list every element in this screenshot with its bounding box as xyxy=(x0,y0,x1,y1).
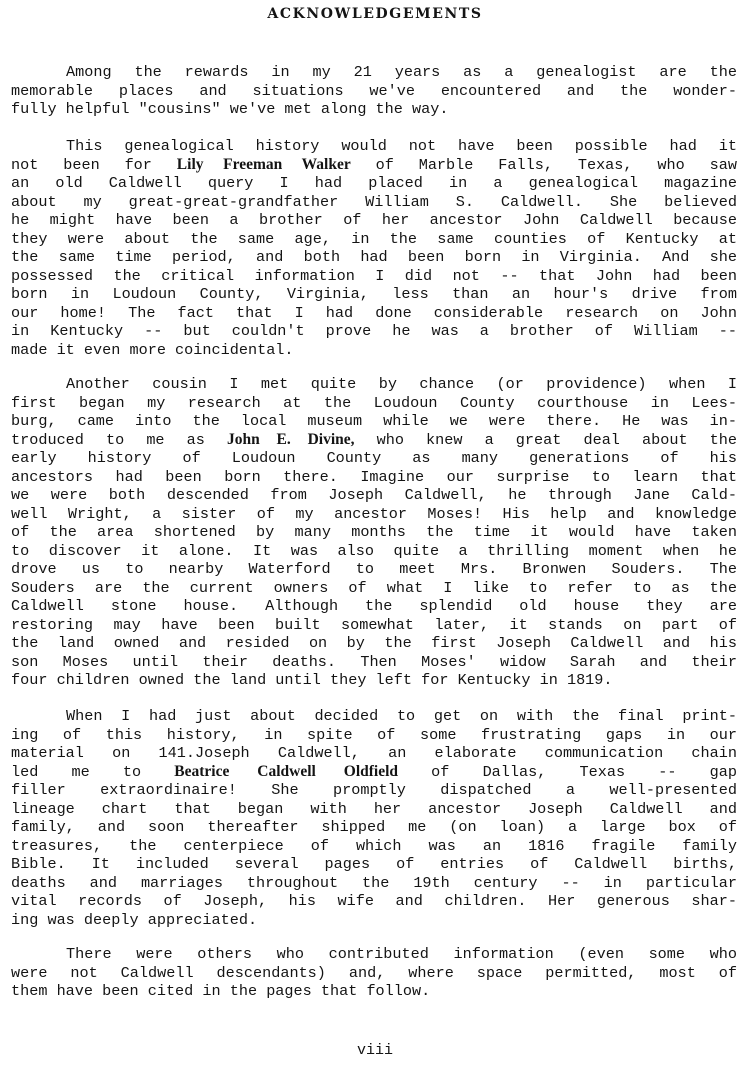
paragraph-lily-walker xyxy=(11,137,737,359)
text-line: son Moses until their deaths. Then Moses' widow Sarah and their xyxy=(11,652,737,671)
paragraph-others xyxy=(11,945,737,1001)
text-line: When I had just about decided to get on with the final print- xyxy=(66,707,737,725)
page-title: ACKNOWLEDGEMENTS xyxy=(267,6,483,22)
text-line: born in Loudoun County, Virginia, less than an hour's drive from xyxy=(11,285,737,303)
text-line: burg, came into the local museum while we were there. He was in- xyxy=(11,412,737,430)
text-line: in Kentucky -- but couldn't prove he was a brother of William -- xyxy=(11,322,737,340)
person-name-beatrice-caldwell-oldfield: Beatrice Caldwell Oldfield xyxy=(174,762,399,780)
text-line: There were others who contributed information (even some who xyxy=(66,945,737,963)
text-line: deaths and marriages throughout the 19th century -- in particular xyxy=(11,873,737,892)
text-line: the land owned and resided on by the first Joseph Caldwell and his xyxy=(11,634,737,652)
page-number: viii xyxy=(356,1042,393,1059)
text-line: made it even more coincidental. xyxy=(11,340,294,359)
text-segment: of Marble Falls, Texas, who saw xyxy=(350,155,737,174)
text-line: treasures, the centerpiece of which was an 1816 fragile family xyxy=(11,836,737,855)
text-line: an old Caldwell query I had placed in a genealogical magazine xyxy=(11,174,737,192)
text-segment: who knew a great deal about the xyxy=(354,430,738,449)
text-line: Souders are the current owners of what I like to refer to as the xyxy=(11,578,737,597)
text-segment: troduced to me as xyxy=(11,430,227,449)
text-segment: of Dallas, Texas -- gap xyxy=(398,762,737,781)
text-line: memorable places and situations we've encountered and the wonder- xyxy=(11,81,737,100)
text-line: the same time period, and both had been born in Virginia. And she xyxy=(11,248,737,266)
text-line: first began my research at the Loudoun County courthouse in Lees- xyxy=(11,393,737,412)
text-line: family, and soon thereafter shipped me (on loan) a large box of xyxy=(11,818,737,836)
text-line: to discover it alone. It was also quite a thrilling moment when he xyxy=(11,541,737,560)
text-line: This genealogical history would not have been possible had it xyxy=(66,137,737,155)
paragraph-rewards xyxy=(11,63,737,119)
text-line: about my great-great-grandfather William S. Caldwell. She believed xyxy=(11,192,737,211)
text-line: he might have been a brother of her ancestor John Caldwell because xyxy=(11,211,737,229)
text-line: ancestors had been born there. Imagine our surprise to learn that xyxy=(11,467,737,486)
text-line: ing was deeply appreciated. xyxy=(11,910,258,929)
person-name-lily-freeman-walker: Lily Freeman Walker xyxy=(176,155,351,173)
text-line: ing of this history, in spite of some frustrating gaps in our xyxy=(11,725,737,744)
text-line: drove us to nearby Waterford to meet Mrs. Bronwen Souders. The xyxy=(11,560,737,578)
paragraph-john-divine xyxy=(11,375,737,690)
text-line xyxy=(11,763,737,782)
text-line: Another cousin I met quite by chance (or providence) when I xyxy=(66,375,737,393)
text-line: well Wright, a sister of my ancestor Moses! His help and knowledge xyxy=(11,504,737,523)
text-line: early history of Loudoun County as many generations of his xyxy=(11,449,737,467)
text-line xyxy=(11,431,737,450)
text-segment: not been for xyxy=(11,155,177,174)
text-line: lineage chart that began with her ancestor Joseph Caldwell and xyxy=(11,799,737,818)
text-line: fully helpful "cousins" we've met along the way. xyxy=(11,100,449,118)
text-line: them have been cited in the pages that follow. xyxy=(11,982,431,1000)
paragraph-beatrice-oldfield xyxy=(11,707,737,929)
text-line: possessed the critical information I did not -- that John had been xyxy=(11,266,737,285)
text-line xyxy=(11,156,737,175)
text-line: Caldwell stone house. Although the splendid old house they are xyxy=(11,597,737,615)
person-name-john-e-divine: John E. Divine, xyxy=(226,430,355,448)
text-line: we were both descended from Joseph Caldwell, he through Jane Cald- xyxy=(11,486,737,504)
text-line: vital records of Joseph, his wife and children. Her generous shar- xyxy=(11,892,737,910)
text-line: of the area shortened by many months the time it would have taken xyxy=(11,523,737,541)
text-line: restoring may have been built somewhat later, it stands on part of xyxy=(11,615,737,634)
text-line: four children owned the land until they left for Kentucky in 1819. xyxy=(11,671,613,689)
text-line: Among the rewards in my 21 years as a genealogist are the xyxy=(66,63,737,81)
text-line: filler extraordinaire! She promptly dispatched a well-presented xyxy=(11,781,737,799)
text-line: were not Caldwell descendants) and, where space permitted, most of xyxy=(11,963,737,982)
text-segment: led me to xyxy=(11,762,175,781)
text-line: material on 141.Joseph Caldwell, an elaborate communication chain xyxy=(11,744,737,762)
text-line: our home! The fact that I had done considerable research on John xyxy=(11,303,737,322)
text-line: they were about the same age, in the same counties of Kentucky at xyxy=(11,229,737,248)
text-line: Bible. It included several pages of entries of Caldwell births, xyxy=(11,855,737,873)
